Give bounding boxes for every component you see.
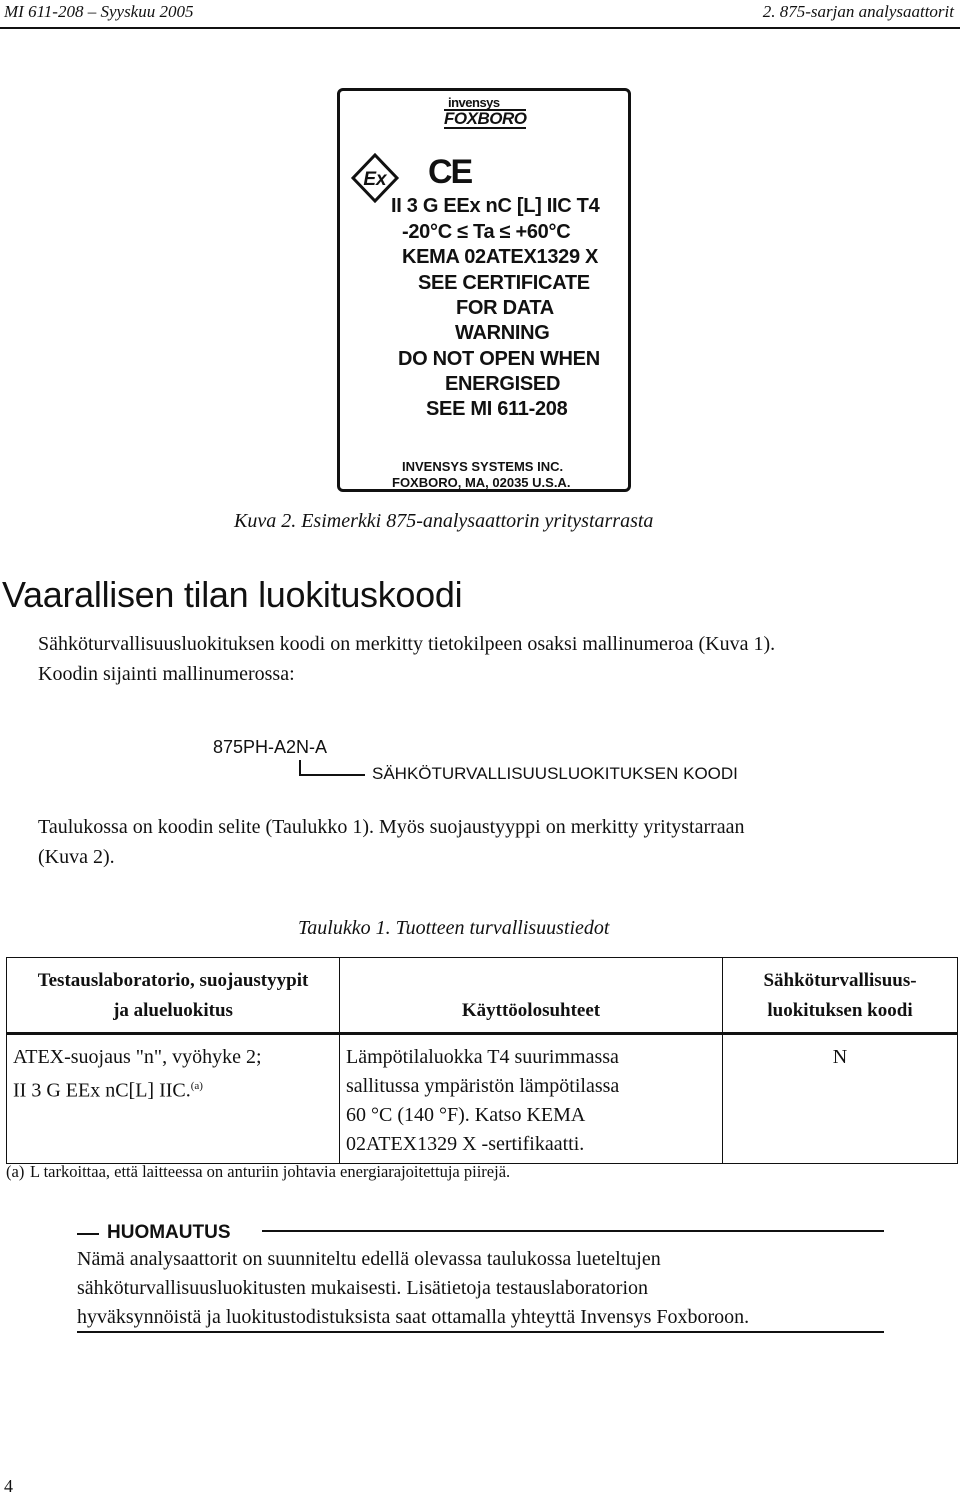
page-number: 4 xyxy=(4,1476,13,1496)
cell-col-1-line-2: II 3 G EEx nC[L] IIC. xyxy=(13,1079,191,1102)
plate-line-2: -20°C ≤ Ta ≤ +60°C xyxy=(402,221,571,243)
model-pointer-vertical xyxy=(299,760,301,775)
cell-col-1-line-2-wrap xyxy=(13,1072,333,1106)
model-pointer-horizontal xyxy=(299,774,365,776)
cell-col-2-line-4: 02ATEX1329 X -sertifikaatti. xyxy=(346,1133,585,1155)
cell-col-2-line-2: sallitussa ympäristön lämpötilassa xyxy=(346,1075,620,1097)
note-rule-right xyxy=(262,1230,884,1232)
plate-line-8: ENERGISED xyxy=(445,373,561,395)
plate-footer-2: FOXBORO, MA, 02035 U.S.A. xyxy=(392,475,571,490)
header-left: MI 611-208 – Syyskuu 2005 xyxy=(4,2,194,21)
cell-col-2-line-3: 60 °C (140 °F). Katso KEMA xyxy=(346,1104,586,1126)
plate-footer-1: INVENSYS SYSTEMS INC. xyxy=(402,459,564,474)
note-rule-bottom xyxy=(77,1331,884,1333)
cell-col-1-line-1: ATEX-suojaus "n", vyöhyke 2; xyxy=(13,1046,262,1068)
cell-col-3: N xyxy=(723,1034,958,1164)
figure-caption: Kuva 2. Esimerkki 875-analysaattorin yritystarrasta xyxy=(234,510,654,532)
header-col-1 xyxy=(7,958,340,1034)
plate-line-5: FOR DATA xyxy=(456,297,554,319)
ce-mark-icon: CE xyxy=(428,153,472,191)
plate-line-3: KEMA 02ATEX1329 X xyxy=(402,246,599,268)
cell-col-1 xyxy=(7,1034,340,1164)
brand-invensys: invensys xyxy=(448,95,500,110)
header-right: 2. 875-sarjan analysaattorit xyxy=(762,2,954,21)
paragraph-1-line-2: Koodin sijainti mallinumerossa: xyxy=(38,663,295,685)
header-col-1-line-2: ja alueluokitus xyxy=(113,1000,233,1021)
header-col-1-line-1: Testauslaboratorio, suojaustyypit xyxy=(37,970,309,991)
header-col-3 xyxy=(723,958,958,1034)
table-header-row xyxy=(7,958,958,1034)
nameplate xyxy=(337,88,631,492)
note-line-2: sähköturvallisuusluokitusten mukaisesti. Lisätietoja testauslaboratorion xyxy=(77,1277,649,1299)
plate-line-9: SEE MI 611-208 xyxy=(426,398,568,420)
table-row xyxy=(7,1034,958,1164)
header-col-3-line-2: luokituksen koodi xyxy=(767,1000,913,1021)
safety-table xyxy=(6,957,958,1164)
cell-col-2 xyxy=(340,1034,723,1164)
model-code-label: SÄHKÖTURVALLISUUSLUOKITUKSEN KOODI xyxy=(372,764,738,783)
brand-foxboro: FOXBORO xyxy=(444,109,527,128)
note-title: HUOMAUTUS xyxy=(107,1222,231,1243)
header-col-2: Käyttöolosuhteet xyxy=(340,958,723,1034)
header-col-3-line-1: Sähköturvallisuus- xyxy=(763,970,917,991)
paragraph-2-line-2: (Kuva 2). xyxy=(38,846,115,868)
plate-line-7: DO NOT OPEN WHEN xyxy=(398,348,600,370)
ex-mark-text: Ex xyxy=(363,169,387,190)
note-line-3: hyväksynnöistä ja luokitustodistuksista saat ottamalla yhteyttä Invensys Foxboroon. xyxy=(77,1306,750,1328)
header-rule xyxy=(0,27,960,29)
footnote-marker: (a) xyxy=(6,1162,25,1181)
section-title: Vaarallisen tilan luokituskoodi xyxy=(2,574,463,615)
footnote-text: L tarkoittaa, että laitteessa on anturiin johtavia energiarajoitettuja piirejä. xyxy=(30,1162,511,1181)
plate-line-1: II 3 G EEx nC [L] IIC T4 xyxy=(391,195,600,217)
note-line-1: Nämä analysaattorit on suunniteltu edellä olevassa taulukossa lueteltujen xyxy=(77,1248,661,1270)
note-rule-left xyxy=(77,1233,99,1235)
plate-line-4: SEE CERTIFICATE xyxy=(418,272,590,294)
model-number: 875PH-A2N-A xyxy=(213,737,328,757)
plate-line-6: WARNING xyxy=(455,322,550,344)
cell-col-2-line-1: Lämpötilaluokka T4 suurimmassa xyxy=(346,1046,619,1068)
table-caption: Taulukko 1. Tuotteen turvallisuustiedot xyxy=(298,917,610,939)
paragraph-2-line-1: Taulukossa on koodin selite (Taulukko 1). Myös suojaustyyppi on merkitty yritystarraan xyxy=(38,816,745,838)
paragraph-1-line-1: Sähköturvallisuusluokituksen koodi on merkitty tietokilpeen osaksi mallinumeroa (Kuva 1). xyxy=(38,633,776,655)
footnote-ref: (a) xyxy=(190,1080,203,1092)
